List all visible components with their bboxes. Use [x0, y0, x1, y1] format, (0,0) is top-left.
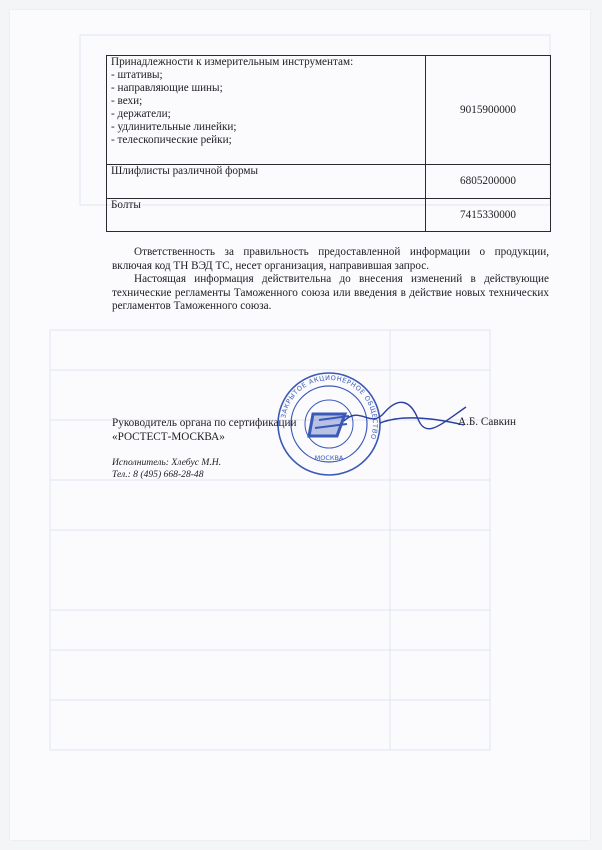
table-row [107, 199, 551, 232]
signatory-name: А.Б. Савкин [458, 416, 517, 428]
table-cell-description: Шлифлисты различной формы [107, 165, 426, 199]
executor-name: Исполнитель: Хлебус М.Н. [112, 457, 222, 468]
row-title: Принадлежности к измерительным инструментам: [111, 56, 354, 68]
table-cell-code: 9015900000 [426, 56, 551, 165]
responsibility-paragraph: Ответственность за правильность предоставленной информации о продукции, включая код ТН ВЭД ТС, несет организация, направившая запрос. [112, 246, 549, 272]
table-row [107, 165, 551, 199]
svg-text:ЗАКРЫТОЕ АКЦИОНЕРНОЕ ОБЩЕСТВО: ЗАКРЫТОЕ АКЦИОНЕРНОЕ ОБЩЕСТВО [279, 373, 380, 441]
list-item: - штативы; [111, 69, 163, 81]
list-item: - телескопические рейки; [111, 134, 232, 146]
signatory-position [112, 417, 296, 444]
svg-text:МОСКВА: МОСКВА [314, 454, 344, 462]
organization-line: «РОСТЕСТ-МОСКВА» [112, 430, 225, 443]
table-row [107, 56, 551, 165]
list-item: - удлинительные линейки; [111, 121, 237, 133]
list-item: - вехи; [111, 95, 143, 107]
table-cell-description [107, 56, 426, 165]
table-cell-code: 6805200000 [426, 165, 551, 199]
list-item: - держатели; [111, 108, 171, 120]
executor-block [112, 457, 221, 481]
executor-phone: Тел.: 8 (495) 668-28-48 [112, 469, 204, 480]
product-table [106, 55, 551, 232]
list-item: - направляющие шины; [111, 82, 223, 94]
position-line: Руководитель органа по сертификации [112, 417, 297, 429]
table-cell-code: 7415330000 [426, 199, 551, 232]
handwritten-signature [340, 395, 470, 435]
validity-paragraph: Настоящая информация действительна до внесения изменений в действующие технические регламенты Таможенного союза или введения в действие новых технических регламентов Таможенного союза. [112, 273, 549, 312]
document-page [10, 10, 590, 840]
table-cell-description: Болты [107, 199, 426, 232]
